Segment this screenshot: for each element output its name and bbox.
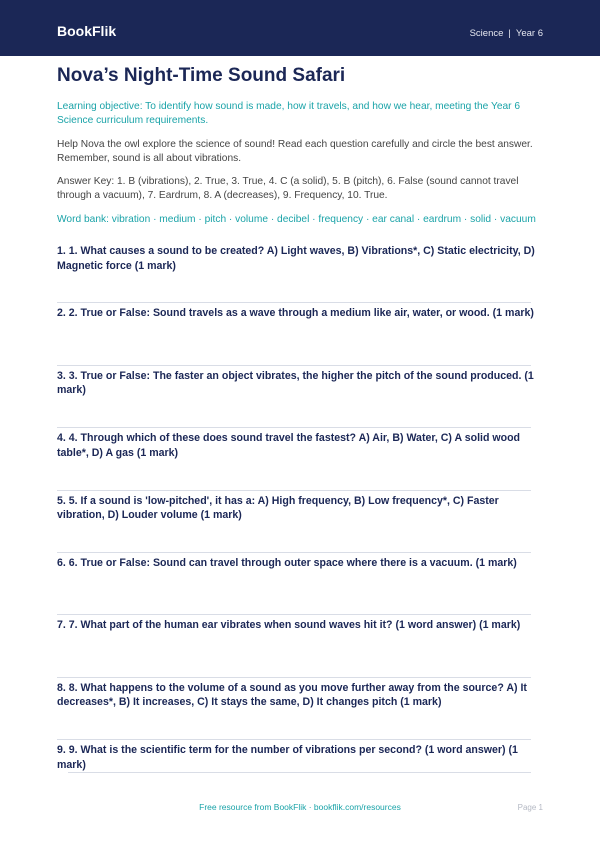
question-item [57, 491, 543, 552]
question-item [57, 553, 543, 614]
answer-line [57, 552, 531, 553]
answer-key: Answer Key: 1. B (vibrations), 2. True, 3. True, 4. C (a solid), 5. B (pitch), 6. False (sound cannot travel through a vacuum), 7. Eardrum, 8. A (decreases), 9. Frequency, 10. True. [57, 176, 519, 201]
question-item [57, 366, 543, 427]
learning-objective: Learning objective: To identify how sound is made, how it travels, and how we hear, meeting the Year 6 Science curriculum requirements. [57, 101, 521, 126]
answer-line [57, 739, 531, 740]
answer-line [57, 427, 531, 428]
question-list [57, 241, 543, 802]
header-bar [0, 0, 600, 56]
worksheet-body [57, 64, 543, 802]
question-item [57, 615, 543, 676]
answer-line [57, 614, 531, 615]
worksheet-title: Nova’s Night-Time Sound Safari [57, 65, 346, 86]
page-number: Page 1 [517, 803, 543, 812]
question-text: 4. 4. Through which of these does sound travel the fastest? A) Air, B) Water, C) A solid wood table*, D) A gas (1 mark) [57, 432, 521, 459]
question-text: 2. 2. True or False: Sound travels as a wave through a medium like air, water, or wood. (1 mark) [57, 307, 534, 320]
question-item [57, 428, 543, 489]
intro-text: Help Nova the owl explore the science of sound! Read each question carefully and circle the best answer. Remember, sound is all about vibrations. [57, 139, 533, 164]
question-text: 1. 1. What causes a sound to be created? A) Light waves, B) Vibrations*, C) Static electricity, D) Magnetic force (1 mark) [57, 245, 535, 272]
question-item [57, 740, 543, 801]
year-label: Year 6 [515, 28, 543, 39]
question-text: 3. 3. True or False: The faster an object vibrates, the higher the pitch of the sound produced. (1 mark) [57, 369, 534, 397]
subject-label: Science [469, 28, 504, 39]
footer-divider [68, 772, 531, 773]
question-item [57, 678, 543, 739]
question-item [57, 241, 543, 302]
question-text: 8. 8. What happens to the volume of a sound as you move further away from the source? A) It decreases*, B) It increases, C) It stays the same, D) It changes pitch (1 mark) [57, 681, 527, 709]
answer-line [57, 677, 531, 678]
question-text: 7. 7. What part of the human ear vibrates when sound waves hit it? (1 word answer) (1 mark) [57, 619, 521, 632]
breadcrumb-separator: | [508, 28, 511, 39]
brand-logo[interactable]: BookFlik [57, 23, 117, 39]
question-text: 6. 6. True or False: Sound can travel through outer space where there is a vacuum. (1 mark) [57, 556, 517, 569]
footer-credit[interactable]: Free resource from BookFlik · bookflik.com/resources [199, 802, 401, 812]
answer-line [57, 302, 531, 303]
answer-line [57, 365, 531, 366]
question-text: 5. 5. If a sound is 'low-pitched', it has a: A) High frequency, B) Low frequency*, C) Faster vibration, D) Louder volume (1 mark) [57, 494, 499, 522]
question-item [57, 303, 543, 364]
answer-line [57, 490, 531, 491]
question-text: 9. 9. What is the scientific term for the number of vibrations per second? (1 word answer) (1 mark) [57, 744, 518, 771]
word-bank: Word bank: vibration · medium · pitch · volume · decibel · frequency · ear canal · eardrum · solid · vacuum [57, 214, 536, 225]
subject-breadcrumb [470, 28, 543, 39]
